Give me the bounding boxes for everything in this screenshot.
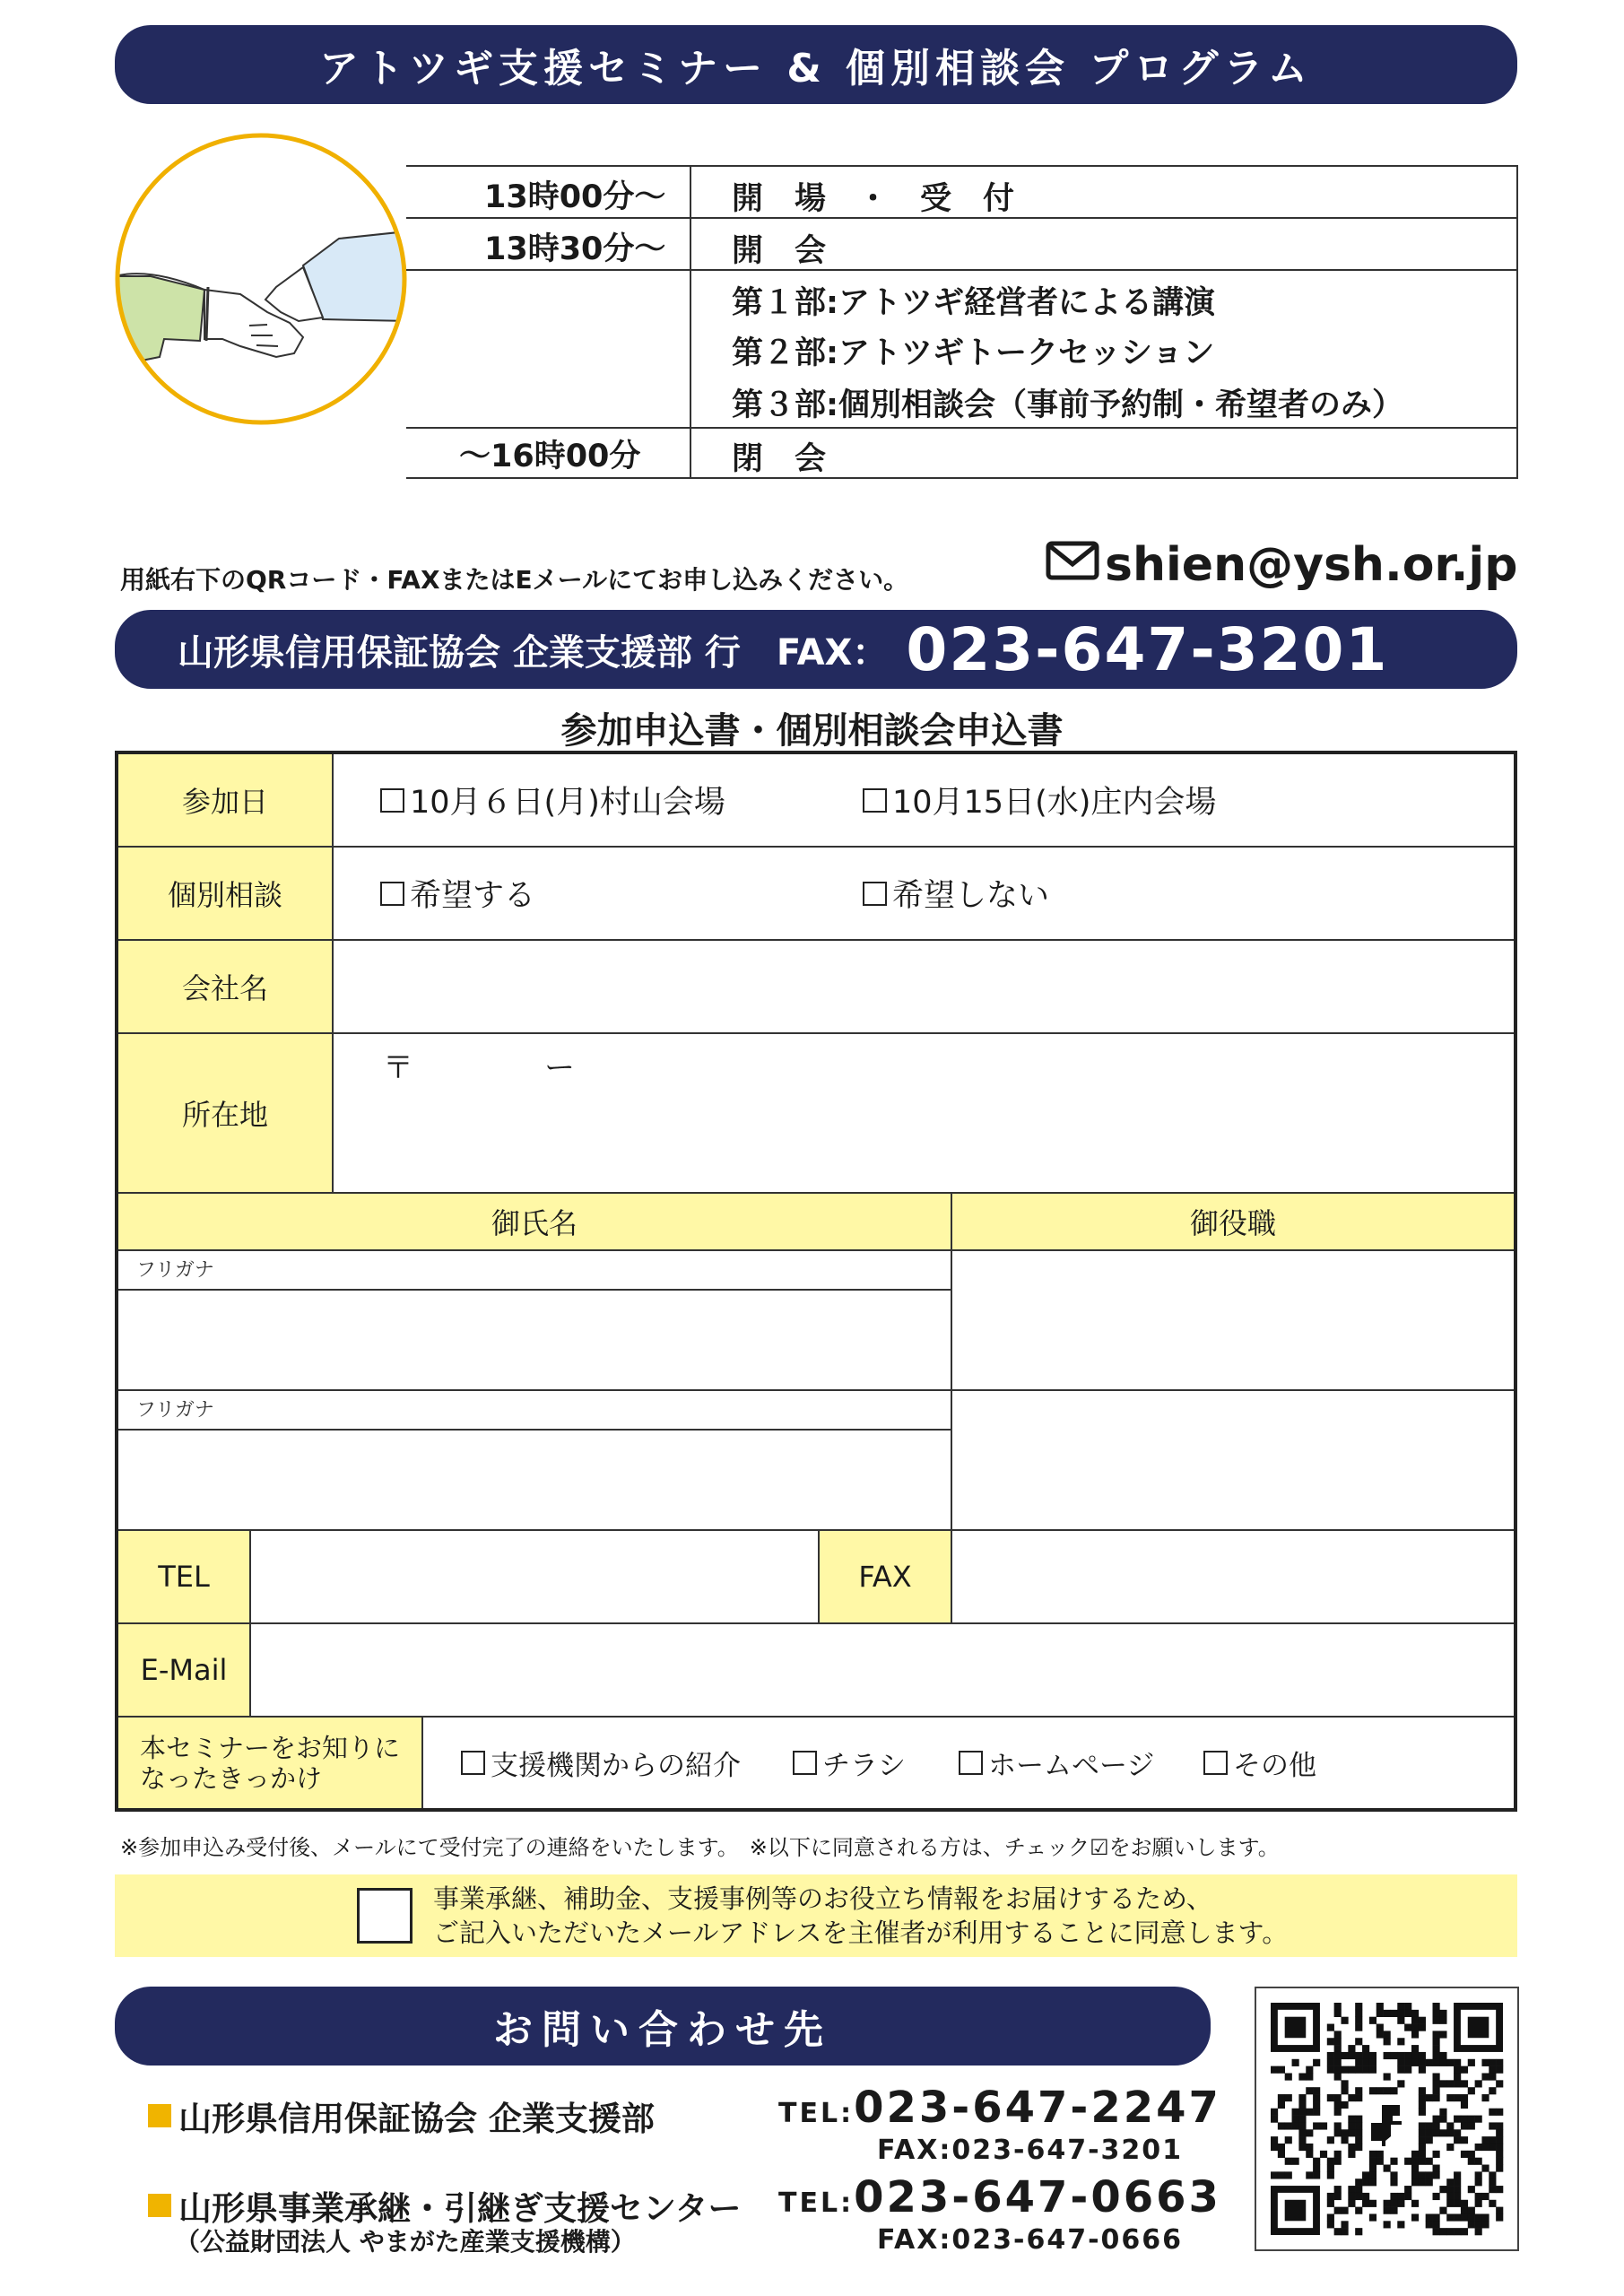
source-options [423,1718,1514,1808]
name-field-2[interactable] [118,1431,952,1531]
contact-org-2: 山形県事業承継・引継ぎ支援センター [148,2181,742,2230]
mail-icon [1046,538,1099,592]
tel-label: TEL [118,1531,251,1624]
contact-fax-2: FAX:023-647-0666 [877,2224,1184,2256]
company-label: 会社名 [118,941,334,1034]
position-field-1[interactable] [952,1251,1514,1391]
checkbox-icon[interactable] [380,882,404,906]
postal-mark: 〒 [383,1050,413,1086]
company-field[interactable] [334,941,1514,1034]
fax-label: FAX [820,1531,952,1624]
program-item: 第３部:個別相談会（事前予約制・希望者のみ） [732,387,1403,423]
program-item: 閉 会 [732,441,827,477]
furigana-field-1[interactable]: フリガナ [118,1251,952,1291]
form-note: ※参加申込み受付後、メールにて受付完了の連絡をいたします。 ※以下に同意される方は、チェック☑をお願いします。 [120,1835,1280,1860]
program-table [406,165,1518,479]
consent-checkbox[interactable] [357,1888,413,1944]
contact-tel-2[interactable]: TEL:023-647-0663 [778,2172,1221,2222]
time-end: 〜16時00分 [459,439,641,474]
program-item: 第２部:アトツギトークセッション [732,335,1215,371]
fax-number: 023-647-3201 [906,614,1389,684]
address-label: 所在地 [118,1034,334,1194]
handshake-illustration [115,133,407,425]
source-option-other[interactable]: その他 [1203,1743,1316,1783]
checkbox-icon[interactable] [461,1751,485,1775]
source-option-agency[interactable]: 支援機関からの紹介 [461,1743,741,1783]
name-field-1[interactable] [118,1291,952,1391]
contact-fax-1: FAX:023-647-3201 [877,2135,1184,2166]
postal-dash: ー [544,1050,575,1086]
fax-recipient: 山形県信用保証協会 企業支援部 行 FAX： [178,631,889,674]
contact-org-2-sub: （公益財団法人 やまがた産業支援機構） [175,2227,636,2257]
contact-tel-1[interactable]: TEL:023-647-2247 [778,2083,1221,2133]
apply-instructions: 用紙右下のQRコード・FAXまたはEメールにてお申し込みください。 [120,565,909,595]
consent-box-area [115,1874,1517,1957]
date-label: 参加日 [118,754,334,848]
program-row [406,429,1518,477]
position-field-2[interactable] [952,1391,1514,1531]
email-text: shien@ysh.or.jp [1105,538,1518,592]
name-header: 御氏名 [118,1194,952,1251]
fax-bar [115,610,1517,689]
program-row [406,219,1518,271]
program-row [406,167,1518,219]
program-title: アトツギ支援セミナー & 個別相談会 プログラム [319,46,1313,91]
program-row [406,271,1518,429]
source-option-flyer[interactable]: チラシ [793,1743,906,1783]
email-address[interactable] [1046,538,1517,592]
time-open: 13時00分〜 [484,179,666,215]
application-form [115,751,1517,1812]
contact-title-bar [115,1987,1211,2066]
email-label: E-Mail [118,1624,251,1718]
consult-no-option[interactable]: 希望しない [863,871,1049,916]
checkbox-icon[interactable] [863,788,887,813]
consult-yes-option[interactable]: 希望する [380,871,535,916]
email-field[interactable] [251,1624,1514,1718]
program-title-bar [115,25,1517,104]
time-start: 13時30分〜 [484,231,666,267]
checkbox-icon[interactable] [380,788,404,813]
bullet-square-icon [148,2194,171,2217]
source-option-homepage[interactable]: ホームページ [959,1743,1154,1783]
checkbox-icon[interactable] [1203,1751,1228,1775]
fax-field[interactable] [952,1531,1514,1624]
contact-org-1: 山形県信用保証協会 企業支援部 [148,2092,655,2140]
furigana-field-2[interactable]: フリガナ [118,1391,952,1431]
date-options [334,754,1514,848]
program-item: 開 会 [732,233,827,269]
contact-title: お問い合わせ先 [493,2007,832,2053]
checkbox-icon[interactable] [793,1751,817,1775]
tel-field[interactable] [251,1531,820,1624]
checkbox-icon[interactable] [959,1751,983,1775]
bullet-square-icon [148,2104,171,2127]
date-option-murayama[interactable]: 10月６日(月)村山会場 [380,778,725,822]
qr-code[interactable] [1255,1987,1519,2251]
program-item: 第１部:アトツギ経営者による講演 [732,285,1215,321]
consent-text: 事業承継、補助金、支援事例等のお役立ち情報をお届けするため、 ご記入いただいたメールアドレスを主催者が利用することに同意します。 [433,1883,1289,1948]
form-title: 参加申込書・個別相談会申込書 [560,710,1064,752]
consult-label: 個別相談 [118,848,334,941]
source-label: 本セミナーをお知りになったきっかけ [118,1718,423,1808]
date-option-shonai[interactable]: 10月15日(水)庄内会場 [863,778,1216,822]
address-field[interactable] [334,1034,1514,1194]
checkbox-icon[interactable] [863,882,887,906]
consult-options [334,848,1514,941]
position-header: 御役職 [952,1194,1514,1251]
program-item: 開 場 ・ 受 付 [732,181,1015,217]
